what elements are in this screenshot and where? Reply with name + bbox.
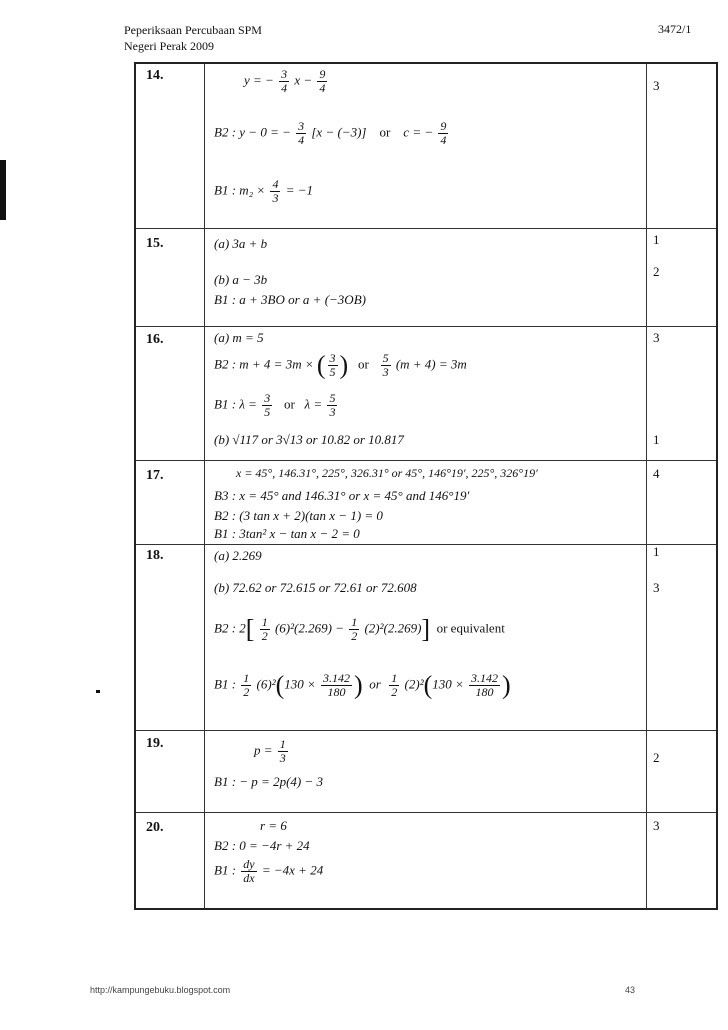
answer-line: B2 : 2[ $\frac{1}{2}$ (6)²(2.269) − $\frac{1}{2}$ (2)²(2.269)] or equivalent	[214, 614, 505, 644]
marks: 3	[653, 78, 660, 93]
scan-artifact	[96, 690, 100, 693]
fraction: $\frac{3}{4}$	[298, 119, 305, 147]
marks: 3	[653, 330, 660, 345]
marks: 3	[653, 818, 660, 833]
fraction: $\frac{1}{3}$	[279, 737, 286, 765]
fraction: $\frac{dy}{dx}$	[243, 857, 255, 885]
answer-line: y = − $\frac{3}{4}$ x − $\frac{9}{4}$	[244, 67, 326, 95]
answer-line: (b) √117 or 3√13 or 10.82 or 10.817	[214, 432, 404, 447]
answer-line: B1 : − p = 2p(4) − 3	[214, 774, 323, 789]
fraction: $\frac{3.142}{180}$	[323, 671, 351, 699]
fraction: $\frac{9}{4}$	[319, 67, 326, 95]
marks: 1	[653, 232, 660, 247]
fraction: $\frac{1}{2}$	[391, 671, 398, 699]
answer-line: B1 : $\frac{dy}{dx}$ = −4x + 24	[214, 857, 324, 885]
paper-code: 3472/1	[658, 22, 692, 36]
fraction: $\frac{1}{2}$	[351, 615, 358, 643]
question-number: 16.	[146, 332, 164, 347]
fraction: $\frac{1}{2}$	[261, 615, 268, 643]
answer-line: (b) 72.62 or 72.615 or 72.61 or 72.608	[214, 580, 417, 595]
fraction: $\frac{9}{4}$	[440, 119, 447, 147]
marks: 1	[653, 544, 660, 559]
marks: 2	[653, 750, 660, 765]
answer-line: B2 : y − 0 = − $\frac{3}{4}$ [x − (−3)] or c = − $\frac{9}{4}$	[214, 119, 447, 147]
question-number: 15.	[146, 236, 164, 251]
answer-line: B1 : 3tan² x − tan x − 2 = 0	[214, 526, 360, 541]
marks: 3	[653, 580, 660, 595]
fraction: $\frac{3}{5}$	[264, 391, 271, 419]
answer-line: r = 6	[260, 818, 287, 833]
answer-line: B3 : x = 45° and 146.31° or x = 45° and 146°19′	[214, 488, 470, 503]
answer-line: p = $\frac{1}{3}$	[254, 737, 286, 765]
page-number: 43	[625, 985, 636, 995]
scan-artifact	[0, 160, 6, 220]
question-number: 17.	[146, 468, 164, 483]
marking-scheme-table	[134, 62, 718, 910]
fraction: $\frac{3}{4}$	[281, 67, 288, 95]
exam-title: Peperiksaan Percubaan SPM	[124, 23, 262, 37]
exam-subtitle: Negeri Perak 2009	[124, 39, 214, 53]
question-number: 14.	[146, 68, 164, 83]
answer-line: x = 45°, 146.31°, 225°, 326.31° or 45°, 146°19′, 225°, 326°19′	[236, 466, 538, 480]
fraction: $\frac{3}{5}$	[329, 351, 336, 379]
fraction: $\frac{4}{3}$	[272, 177, 279, 205]
marks: 1	[653, 432, 660, 447]
answer-line: (a) 3a + b	[214, 236, 268, 251]
marks: 4	[653, 466, 660, 481]
fraction: $\frac{5}{3}$	[382, 351, 389, 379]
answer-line: (a) m = 5	[214, 330, 264, 345]
answer-line: B1 : m₂ × $\frac{4}{3}$ = −1	[214, 177, 313, 205]
source-url: http://kampungebuku.blogspot.com	[90, 985, 231, 995]
question-number: 20.	[146, 820, 164, 835]
answer-line: B2 : 0 = −4r + 24	[214, 838, 310, 853]
marks: 2	[653, 264, 660, 279]
exam-header	[124, 22, 262, 54]
answer-line: (b) a − 3b	[214, 272, 268, 287]
answer-line: (a) 2.269	[214, 548, 262, 563]
answer-line: B1 : λ = $\frac{3}{5}$ or λ = $\frac{5}{3}$	[214, 391, 336, 419]
answer-line: B2 : m + 4 = 3m × ( $\frac{3}{5}$ ) or $\frac{5}{3}$ (m + 4) = 3m	[214, 350, 467, 380]
question-number: 18.	[146, 548, 164, 563]
answer-line: B1 : a + 3BO or a + (−3OB)	[214, 292, 366, 307]
fraction: $\frac{3.142}{180}$	[471, 671, 499, 699]
fraction: $\frac{1}{2}$	[243, 671, 250, 699]
answer-line: B2 : (3 tan x + 2)(tan x − 1) = 0	[214, 508, 383, 523]
answer-line: B1 : $\frac{1}{2}$ (6)²(130 × $\frac{3.142}{180}$ ) or $\frac{1}{2}$ (2)²(130 × $\frac{3.142}{180}$ )	[214, 670, 511, 700]
fraction: $\frac{5}{3}$	[329, 391, 336, 419]
question-number: 19.	[146, 736, 164, 751]
